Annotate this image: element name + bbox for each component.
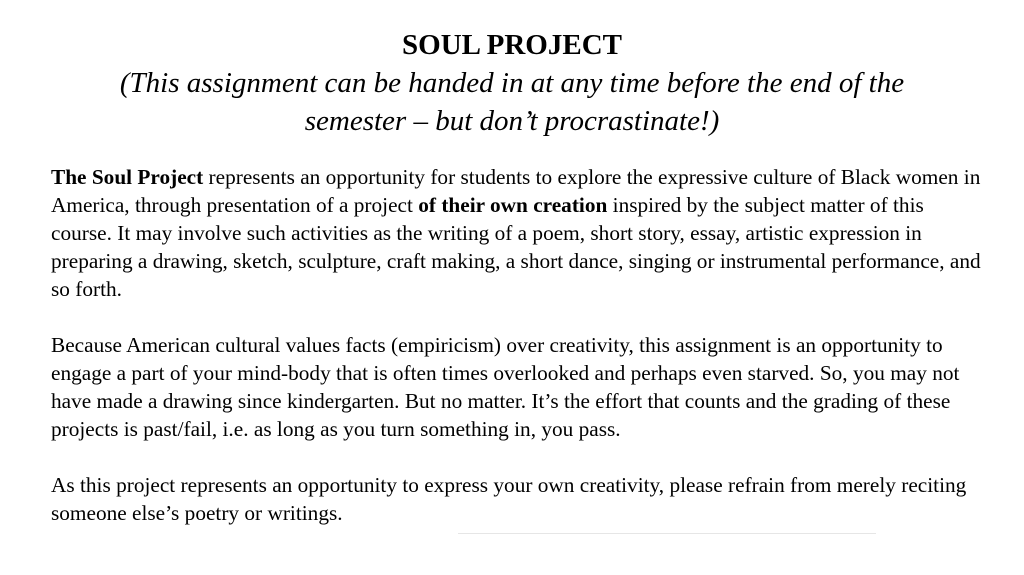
paragraph-intro-text-a: represents an opportunity for students to explore the expressive culture of Black women in America, through presentation of a project — [51, 165, 981, 217]
title-block — [40, 26, 984, 140]
divider-line — [458, 533, 876, 534]
body-text — [51, 163, 986, 527]
own-creation-emphasis: of their own creation — [418, 193, 608, 217]
paragraph-intro — [51, 163, 986, 303]
paragraph-creativity: As this project represents an opportunity to express your own creativity, please refrain from merely reciting someone else’s poetry or writings. — [51, 473, 967, 525]
paragraph-intro-text-b: inspired by the subject matter of this course. It may involve such activities as the writing of a poem, short story, essay, artistic expression in preparing a drawing, sketch, sculpture, craft making, a short dance, singing or instrumental performance, and so forth. — [51, 193, 981, 301]
subtitle-line-1: (This assignment can be handed in at any time before the end of the — [119, 67, 905, 99]
page-title: SOUL PROJECT — [402, 29, 622, 61]
soul-project-lead: The Soul Project — [51, 165, 204, 189]
subtitle-line-2: semester – but don’t procrastinate!) — [304, 105, 720, 137]
paragraph-values: Because American cultural values facts (empiricism) over creativity, this assignment is an opportunity to engage a part of your mind-body that is often times overlooked and perhaps even starved. So, you may not have made a drawing since kindergarten. But no matter. It’s the effort that counts and the grading of these projects is past/fail, i.e. as long as you turn something in, you pass. — [51, 333, 960, 441]
